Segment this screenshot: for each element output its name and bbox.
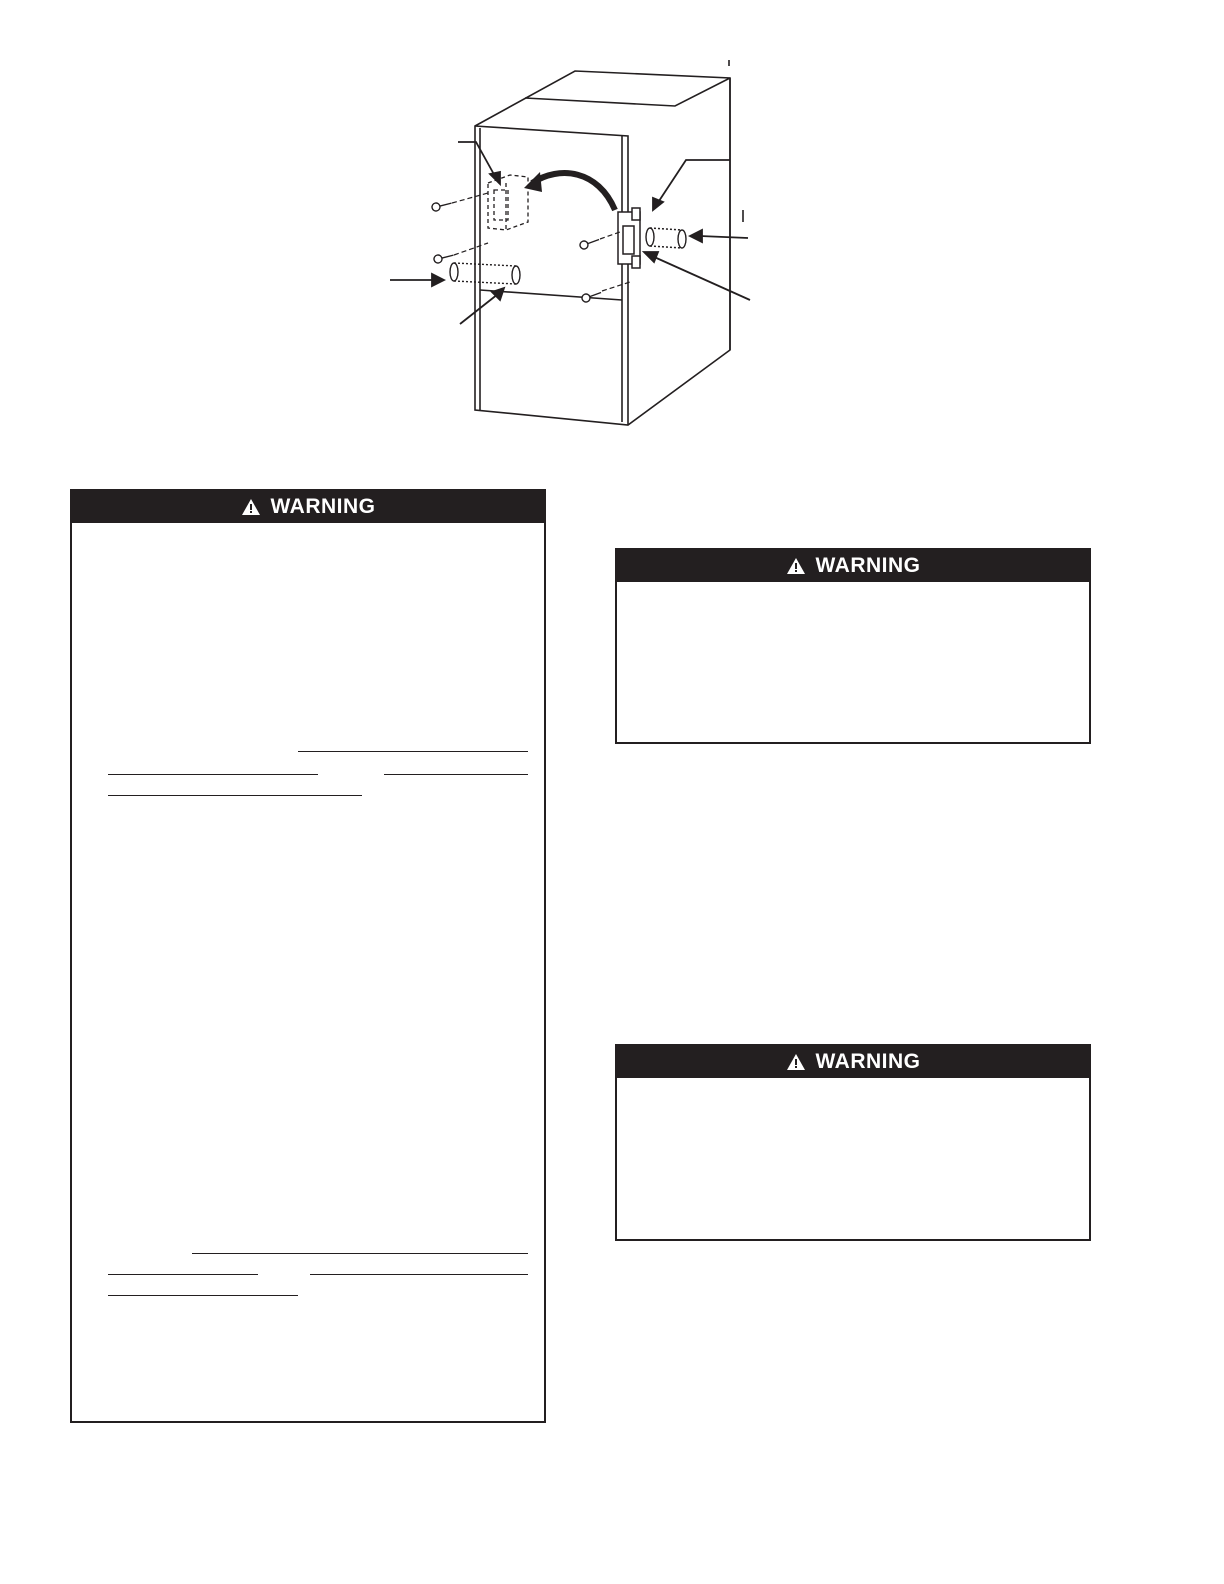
- underline: [108, 1295, 298, 1296]
- warning-triangle-icon: [786, 1053, 806, 1071]
- warning-box-right-bottom: [615, 1044, 1091, 1241]
- warning-box-left: [70, 489, 546, 1423]
- warning-triangle-icon: [241, 498, 261, 516]
- warning-triangle-icon: [786, 557, 806, 575]
- warning-header: [617, 1046, 1089, 1078]
- underline: [108, 774, 318, 775]
- underline: [298, 751, 528, 752]
- warning-box-right-top: [615, 548, 1091, 744]
- warning-title: WARNING: [270, 495, 376, 518]
- underline: [108, 1274, 258, 1275]
- furnace-cabinet-illustration: [360, 60, 780, 440]
- underline: [108, 795, 362, 796]
- warning-title: WARNING: [815, 1050, 921, 1073]
- underline: [384, 774, 528, 775]
- underline: [192, 1253, 528, 1254]
- warning-title: WARNING: [815, 554, 921, 577]
- underline: [310, 1274, 528, 1275]
- warning-header: [72, 491, 544, 523]
- warning-header: [617, 550, 1089, 582]
